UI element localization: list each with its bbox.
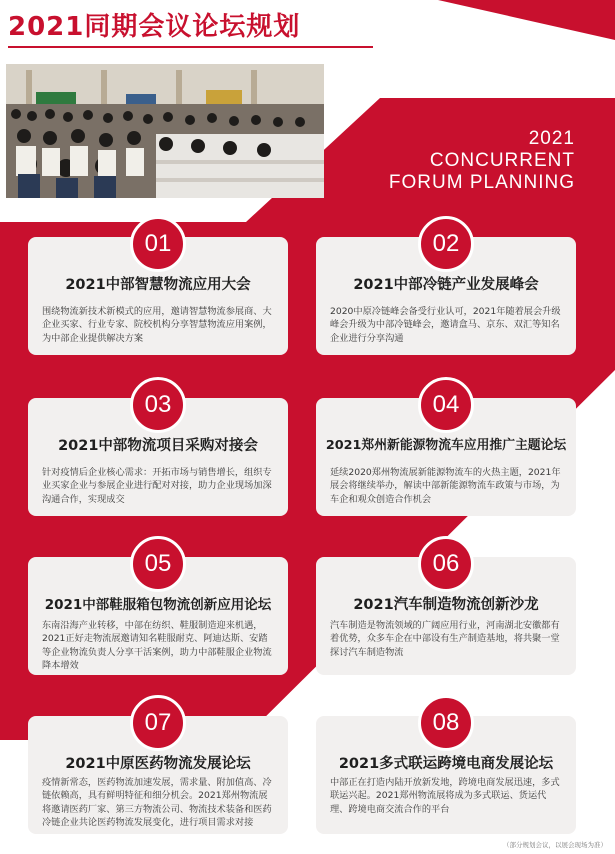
forum-title: 2021多式联运跨境电商发展论坛 (338, 756, 554, 772)
forum-description: 针对疫情后企业核心需求：开拓市场与销售增长，组织专业买家企业与参展企业进行配对对接，助力企业现场加深沟通合作，实现成交 (42, 467, 272, 505)
forum-title: 2021中原医药物流发展论坛 (65, 756, 251, 772)
forum-description: 围绕物流新技术新模式的应用，邀请智慧物流参展商、大企业买家、行业专家、院校机构分享智慧物流应用案例，为中部企业提供解决方案 (42, 306, 272, 344)
forum-description: 中部正在打造内陆开放新发地，跨境电商发展迅速，多式联运兴起。2021郑州物流展将成为多式联运、货运代理、跨境电商交流合作的平台 (330, 777, 560, 815)
forum-number-badge: 04 (418, 377, 474, 433)
forum-card-02 (316, 230, 576, 355)
red-corner-accent (438, 0, 615, 40)
english-title-line-3: FORUM PLANNING (388, 172, 575, 193)
forum-card-07 (28, 709, 288, 834)
forum-description: 汽车制造是物流领域的广阔应用行业，河南湖北安徽都有着优势，众多车企在中部设有生产制造基地，将共聚一堂探讨汽车制造物流 (330, 620, 560, 658)
footnote: （部分规划会议，以展会现场为准） (503, 841, 607, 849)
english-title-line-2: CONCURRENT (429, 150, 575, 171)
forum-card-03 (28, 391, 288, 516)
forum-title: 2021中部鞋服箱包物流创新应用论坛 (44, 597, 272, 613)
conference-photo (6, 64, 324, 198)
forum-title: 2021中部智慧物流应用大会 (65, 277, 251, 293)
forum-card-08 (316, 709, 576, 834)
forum-number-badge: 03 (130, 377, 186, 433)
forum-number-badge: 07 (130, 695, 186, 751)
title-underline (8, 46, 373, 48)
forum-card-06 (316, 550, 576, 675)
forum-description: 疫情新常态，医药物流加速发展，需求量、附加值高、冷链依赖高，具有鲜明特征和细分机会。2021郑州物流展将邀请医药厂家、第三方物流公司、物流技术装备和医药冷链企业共论医药物流发展变化，进行项目需求对接 (42, 777, 272, 829)
forum-number-badge: 02 (418, 216, 474, 272)
forum-number-badge: 06 (418, 536, 474, 592)
forum-title: 2021汽车制造物流创新沙龙 (353, 597, 539, 613)
forum-description: 延续2020郑州物流展新能源物流车的火热主题，2021年展会将继续举办，解读中部新能源物流车政策与市场，为车企和观众创造合作机会 (330, 467, 561, 505)
forum-card-01 (28, 230, 288, 355)
forum-card-05 (28, 550, 288, 675)
english-title-line-1: 2021 (528, 128, 575, 149)
forum-number-badge: 08 (418, 695, 474, 751)
page-title: 2021同期会议论坛规划 (8, 12, 301, 42)
forum-number-badge: 01 (130, 216, 186, 272)
forum-card-04 (316, 391, 576, 516)
forum-description: 东南沿海产业转移，中部在纺织、鞋服制造迎来机遇，2021正好走物流展邀请知名鞋服耐克、阿迪达斯、安踏等企业物流负责人分享干活案例，助力中部鞋服企业物流降本增效 (42, 620, 272, 672)
english-title (315, 128, 575, 194)
forum-description: 2020中原冷链峰会备受行业认可，2021年随着展会升级峰会升级为中部冷链峰会，邀请盒马、京东、双汇等知名企业进行分享沟通 (330, 306, 561, 344)
forum-number-badge: 05 (130, 536, 186, 592)
forum-title: 2021郑州新能源物流车应用推广主题论坛 (325, 438, 567, 453)
forum-title: 2021中部物流项目采购对接会 (58, 438, 258, 454)
forum-title: 2021中部冷链产业发展峰会 (353, 277, 539, 293)
conference-photo-art (6, 64, 324, 198)
